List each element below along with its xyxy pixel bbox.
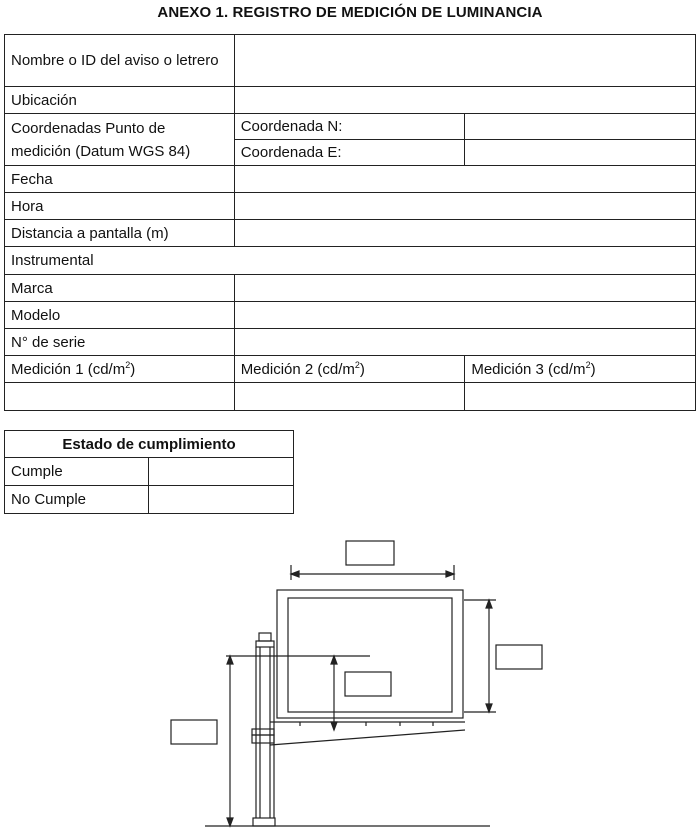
location-label: Ubicación [5, 87, 235, 114]
not-complies-label: No Cumple [5, 486, 149, 514]
measurement-2-label: Medición 2 $(cd/m^2)$ [234, 356, 465, 383]
complies-label: Cumple [5, 458, 149, 486]
clearance-value-box[interactable] [345, 672, 391, 696]
coord-e-label: Coordenada E: [234, 140, 465, 166]
brand-label: Marca [5, 275, 235, 302]
width-dimension [291, 541, 454, 580]
sign-pole [252, 633, 275, 826]
total-height-dimension [171, 656, 233, 826]
sign-id-label: Nombre o ID del aviso o letrero [5, 35, 235, 87]
height-value-box[interactable] [496, 645, 542, 669]
clearance-dimension [226, 656, 391, 730]
total-height-value-box[interactable] [171, 720, 217, 744]
measurement-3-label: Medición 3 $(cd/m^2)$ [465, 356, 696, 383]
coordinates-label: Coordenadas Punto de medición (Datum WGS 84) [5, 114, 235, 166]
model-label: Modelo [5, 302, 235, 329]
sign-base [270, 722, 465, 745]
measurement-1-label: Medición 1 $(cd/m^2)$ [5, 356, 235, 383]
coord-n-label: Coordenada N: [234, 114, 465, 140]
distance-label: Distancia a pantalla (m) [5, 220, 235, 247]
width-value-box[interactable] [346, 541, 394, 565]
serial-label: N° de serie [5, 329, 235, 356]
instrument-section-label: Instrumental [5, 247, 696, 275]
time-label: Hora [5, 193, 235, 220]
compliance-header: Estado de cumplimiento [5, 431, 294, 458]
date-label: Fecha [5, 166, 235, 193]
height-dimension [464, 600, 542, 712]
sign-panel [277, 590, 463, 718]
document-title: ANEXO 1. REGISTRO DE MEDICIÓN DE LUMINANCIA [157, 4, 543, 21]
